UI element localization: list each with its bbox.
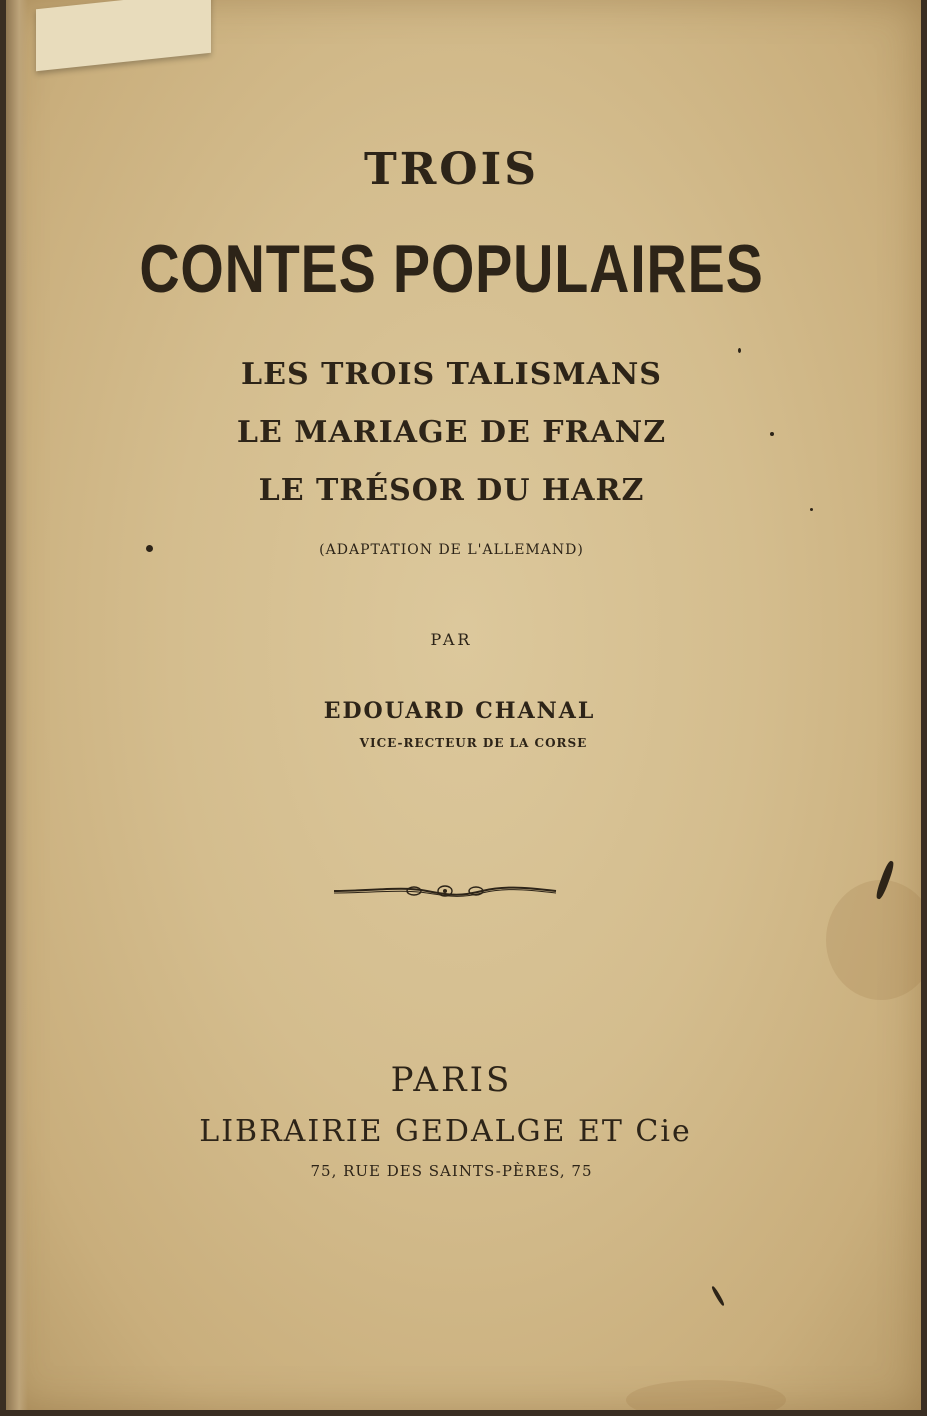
by-label: PAR <box>430 630 473 649</box>
city: PARIS <box>390 1060 513 1100</box>
title-main: CONTES POPULAIRES <box>139 231 764 307</box>
contents-item-3: LE TRÉSOR DU HARZ <box>258 473 645 508</box>
ink-speck <box>738 348 741 353</box>
publisher: LIBRAIRIE GEDALGE ET Cie <box>199 1114 692 1149</box>
ink-speck <box>146 545 153 552</box>
contents-item-2: LE MARIAGE DE FRANZ <box>236 415 667 450</box>
ink-speck <box>770 432 774 436</box>
torn-corner <box>36 0 211 71</box>
title-top: TROIS <box>364 144 539 195</box>
ink-speck <box>711 1285 725 1306</box>
publisher-address: 75, RUE DES SAINTS-PÈRES, 75 <box>310 1162 593 1180</box>
book-cover <box>6 0 921 1410</box>
paper-stain <box>626 1380 786 1410</box>
author-name: EDOUARD CHANAL <box>323 698 596 724</box>
ink-speck <box>810 508 813 511</box>
author-role: VICE-RECTEUR DE LA CORSE <box>359 736 588 750</box>
contents-item-1: LES TROIS TALISMANS <box>241 357 662 392</box>
ornamental-rule-icon <box>332 880 558 902</box>
adaptation-note: (ADAPTATION DE L'ALLEMAND) <box>319 542 584 558</box>
paper-stain <box>826 880 921 1000</box>
